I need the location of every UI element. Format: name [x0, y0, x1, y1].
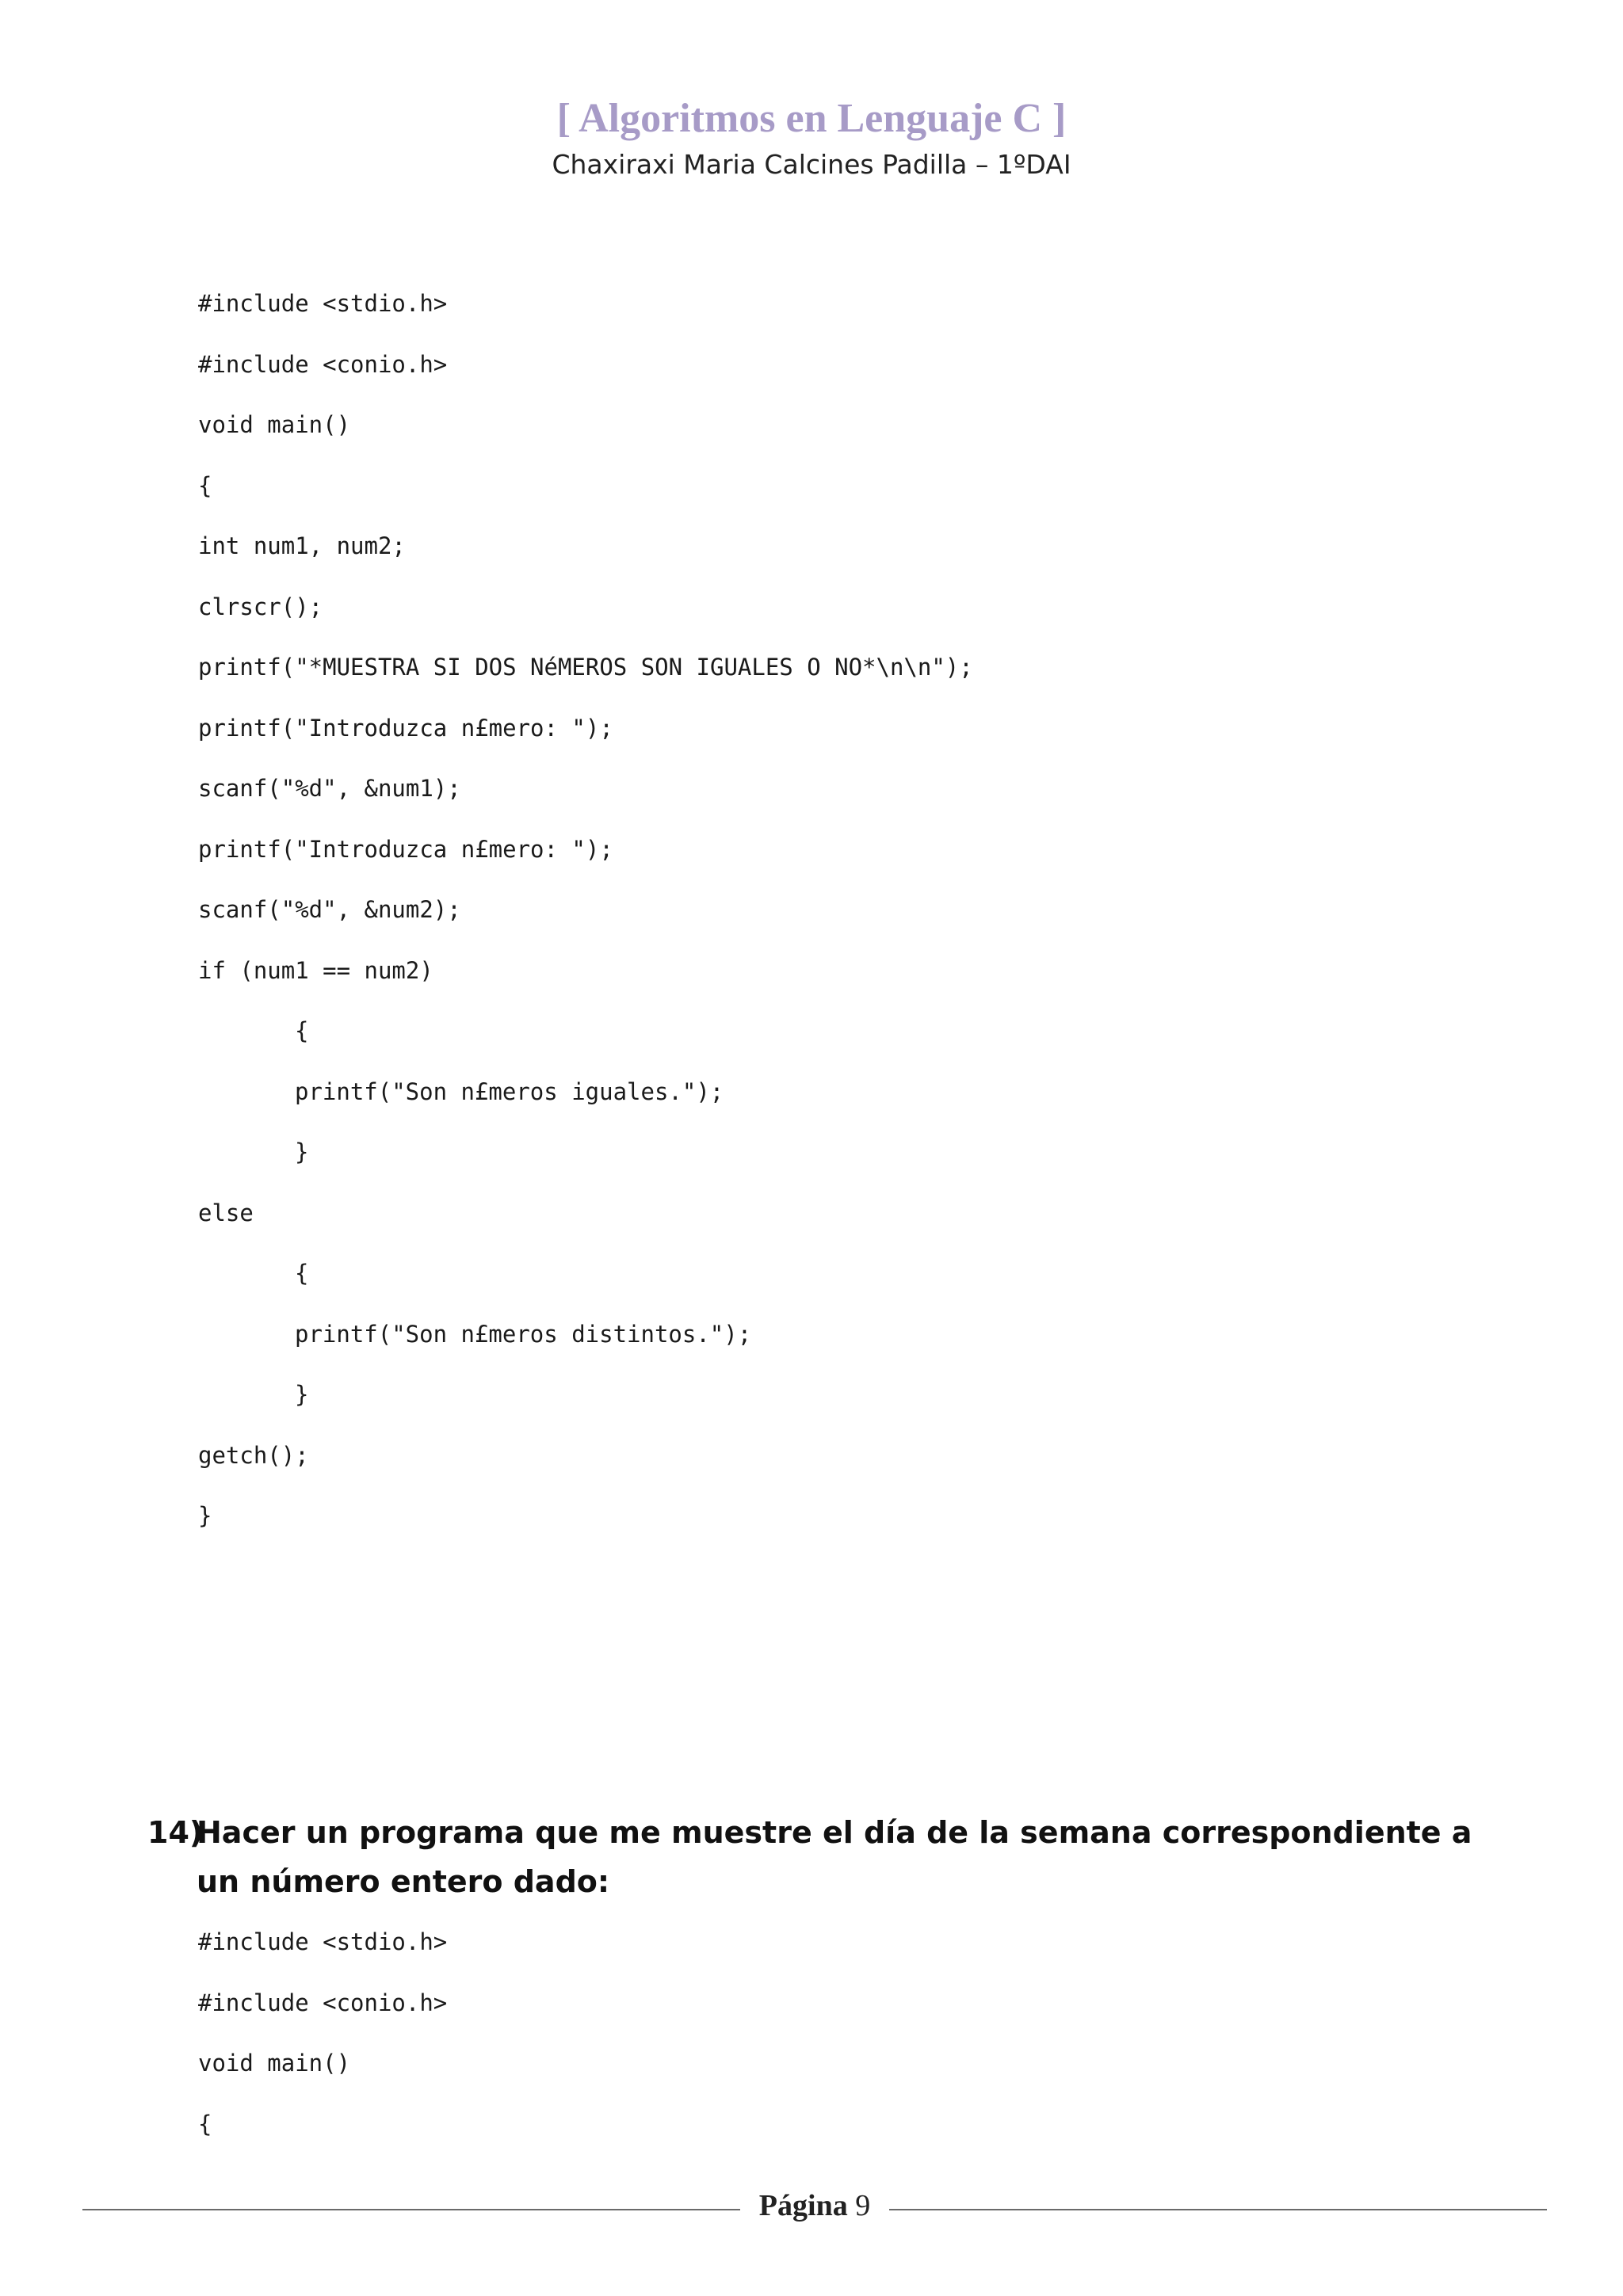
code-line: } — [295, 1381, 309, 1408]
document-author: Chaxiraxi Maria Calcines Padilla – 1ºDAI — [552, 149, 1071, 180]
code-line: { — [198, 471, 212, 499]
code-line: #include <stdio.h> — [198, 290, 448, 317]
code-line: void main() — [198, 2050, 351, 2077]
code-line: { — [295, 1017, 309, 1044]
page-number-label — [740, 2188, 889, 2223]
code-line: getch(); — [198, 1441, 309, 1469]
code-line: printf("*MUESTRA SI DOS NéMEROS SON IGUALES O NO*\n\n"); — [198, 654, 973, 681]
footer-rule-right — [889, 2209, 1547, 2210]
code-line: #include <stdio.h> — [198, 1928, 448, 1955]
page-word: Página — [758, 2189, 848, 2222]
page-footer — [82, 2188, 1547, 2228]
code-line: if (num1 == num2) — [198, 956, 433, 984]
code-line: else — [198, 1199, 254, 1226]
code-line: #include <conio.h> — [198, 1989, 448, 2016]
question-14 — [147, 1808, 1495, 1906]
document-title: [ Algoritmos en Lenguaje C ] — [556, 96, 1067, 141]
code-line: #include <conio.h> — [198, 350, 448, 378]
code-line: scanf("%d", &num1); — [198, 775, 461, 802]
code-line: clrscr(); — [198, 593, 323, 620]
code-line: printf("Son n£meros distintos."); — [295, 1320, 752, 1348]
question-text: Hacer un programa que me muestre el día de la semana correspondiente a un número entero dado: — [197, 1815, 1472, 1899]
code-line: } — [295, 1138, 309, 1165]
code-line: void main() — [198, 411, 351, 438]
code-line: scanf("%d", &num2); — [198, 896, 461, 923]
code-line: printf("Introduzca n£mero: "); — [198, 714, 613, 742]
code-line: { — [198, 2110, 212, 2138]
code-line: int num1, num2; — [198, 532, 406, 559]
code-line: printf("Introduzca n£mero: "); — [198, 835, 613, 863]
code-line: { — [295, 1260, 309, 1287]
page-number: 9 — [855, 2189, 871, 2222]
question-number: 14) — [147, 1815, 204, 1850]
code-line: } — [198, 1502, 212, 1529]
footer-rule-left — [82, 2209, 740, 2210]
page-header — [0, 93, 1623, 180]
code-line: printf("Son n£meros iguales."); — [295, 1077, 724, 1105]
